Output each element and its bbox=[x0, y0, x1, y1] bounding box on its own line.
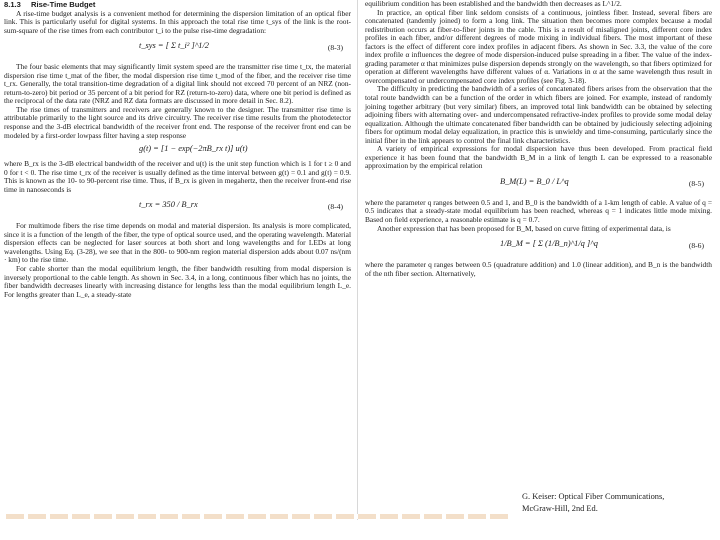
section-number: 8.1.3 bbox=[4, 0, 21, 9]
source-citation bbox=[522, 491, 718, 514]
equation-8-3 bbox=[4, 38, 351, 60]
equation-number: (8-4) bbox=[327, 202, 343, 212]
paragraph: Another expression that has been proposed for B_M, based on curve fitting of experimental data, is bbox=[377, 223, 671, 233]
equation-number: (8-3) bbox=[327, 43, 343, 53]
paragraph: where B_rx is the 3-dB electrical bandwidth of the receiver and u(t) is the unit step function which is 1 for t ≥ 0 and 0 for t < 0. The rise time t_rx of the receiver is usually defined as the time interval between g(t) = 0.1 and g(t) = 0.9. This is known as the 10- to 90-percent rise time. Thus, if B_rx is given in megahertz, then the receiver front-end rise time in nanoseconds is bbox=[4, 159, 351, 194]
section-title: Rise-Time Budget bbox=[31, 0, 96, 9]
paragraph: where the parameter q ranges between 0.5 (quadrature addition) and 1.0 (linear addition), and B_n is the bandwidth of the nth fiber section. Alternatively, bbox=[365, 260, 712, 278]
left-text-column bbox=[4, 0, 351, 299]
paragraph: equilibrium condition has been established and the bandwidth then decreases as L^1/2. bbox=[365, 0, 622, 8]
paragraph: The rise times of transmitters and receivers are generally known to the designer. The transmitter rise time is attributable primarily to the light source and its drive circuitry. The receiver rise time results from the photodetector response and the 3-dB electrical bandwidth of the receiver front end. The response of the receiver front end can be modeled by a first-order lowpass filter having a step response bbox=[4, 104, 351, 140]
paragraph: A variety of empirical expressions for modal dispersion have thus been developed. From practical field experience it has been found that the bandwidth B_M in a link of length L can be expressed to a reasonable approximation by the empirical relation bbox=[365, 144, 712, 171]
citation-line: McGraw-Hill, 2nd Ed. bbox=[522, 503, 598, 513]
equation-8-5 bbox=[365, 174, 712, 196]
citation-line: G. Keiser: Optical Fiber Communications, bbox=[522, 492, 665, 501]
equation-expression: 1/B_M = [ Σ (1/B_n)^1/q ]^q bbox=[500, 239, 598, 249]
equation-expression: t_rx = 350 / B_rx bbox=[139, 200, 198, 210]
equation-number: (8-6) bbox=[688, 241, 704, 251]
paragraph: In practice, an optical fiber link seldom consists of a continuous, jointless fiber. Instead, several fibers are concatenated (tandemly joined) to form a long link. The situation then becomes more complex because a modal redistribution occurs at fiber-to-fiber joints in the cable. This is a result of misaligned joints, different core index profiles in each fiber, and/or different degrees of mode mixing in individual fibers. The most important of these factors is the effect of different core index profiles in adjacent fibers. As shown in Sec. 3.3, the value of the core index profile α influences the degree of mode dispersion-induced pulse spreading in a fiber. The value of the index-grading parameter α that minimizes pulse dispersion depends strongly on the wavelength, so that fibers optimized for operation at different wavelengths have different values of α. Variations in α at the same wavelength thus result in overcompensated or undercompensated core index profiles (see Fig. 3-18). bbox=[365, 7, 712, 85]
equation-expression: t_sys = [ Σ t_i² ]^1/2 bbox=[139, 41, 209, 51]
equation-number: (8-5) bbox=[688, 178, 704, 188]
column-divider bbox=[357, 0, 358, 520]
right-text-column bbox=[365, 0, 712, 278]
decorative-footer-bar bbox=[6, 514, 508, 519]
equation-step-response bbox=[4, 143, 351, 157]
paragraph: where the parameter q ranges between 0.5 and 1, and B_0 is the bandwidth of a 1-km length of cable. A value of q = 0.5 indicates that a steady-state modal equilibrium has been reached, whereas q = 1 indicates little mode mixing. Based on field experience, a reasonable estimate is q = 0.7. bbox=[365, 197, 712, 225]
paragraph: A rise-time budget analysis is a convenient method for determining the dispersion limitation of an optical fiber link. This is particularly useful for digital systems. In this approach the total rise time t_sys of the link is the root-sum-square of the rise times from each contributor t_i to the pulse rise-time degradation: bbox=[4, 8, 351, 35]
equation-expression: g(t) = [1 − exp(−2πB_rx t)] u(t) bbox=[139, 144, 248, 154]
paragraph: The difficulty in predicting the bandwidth of a series of concatenated fibers arises from the observation that the total route bandwidth can be a function of the order in which fibers are joined. For example, instead of randomly joining together arbitrary (but very similar) fibers, an improved total link bandwidth can be obtained by selecting adjoining fibers with alternating over- and undercompensated refractive-index profiles to provide some modal delay equalization. Although the ultimate concatenated fiber bandwidth can be obtained by judiciously selecting adjoining fibers for optimum modal delay equalization, in practice this is unwieldy and time-consuming, particularly since the initial fiber in the link appears to control the final link characteristics. bbox=[365, 84, 712, 145]
paragraph: The four basic elements that may significantly limit system speed are the transmitter rise time t_tx, the material dispersion rise time t_mat of the fiber, the modal dispersion rise time t_mod of the fiber, and the receiver rise time t_rx. Generally, the total transition-time degradation of a digital link should not exceed 70 percent of an NRZ (non-return-to-zero) bit period or 35 percent of a bit period for RZ (return-to-zero) data, where one bit period is defined as the reciprocal of the data rate (NRZ and RZ data formats are discussed in more detail in Sec. 8.2). bbox=[4, 62, 351, 106]
equation-8-6 bbox=[365, 236, 712, 258]
paragraph: For cable shorter than the modal equilibrium length, the fiber bandwidth resulting from modal dispersion is inversely proportional to the cable length. As shown in Sec. 3.4, in a long, continuous fiber which has no joints, the fiber bandwidth decreases linearly with increasing distance for lengths less than the modal equilibrium length L_e. For lengths greater than L_e, a steady-state bbox=[4, 264, 351, 299]
equation-expression: B_M(L) = B_0 / L^q bbox=[500, 176, 569, 186]
paragraph: For multimode fibers the rise time depends on modal and material dispersion. Its analysis is more complicated, since it is a function of the length of the fiber, the type of optical source used, and the operating wavelength. Material dispersion effects can be neglected for laser sources at both short and long wavelengths and for LEDs at long wavelengths. Using Eq. (3-28), we see that in the 800- to 900-nm region material dispersion adds about 0.07 ns/(nm · km) to the rise time. bbox=[4, 221, 351, 265]
equation-8-4 bbox=[4, 197, 351, 219]
